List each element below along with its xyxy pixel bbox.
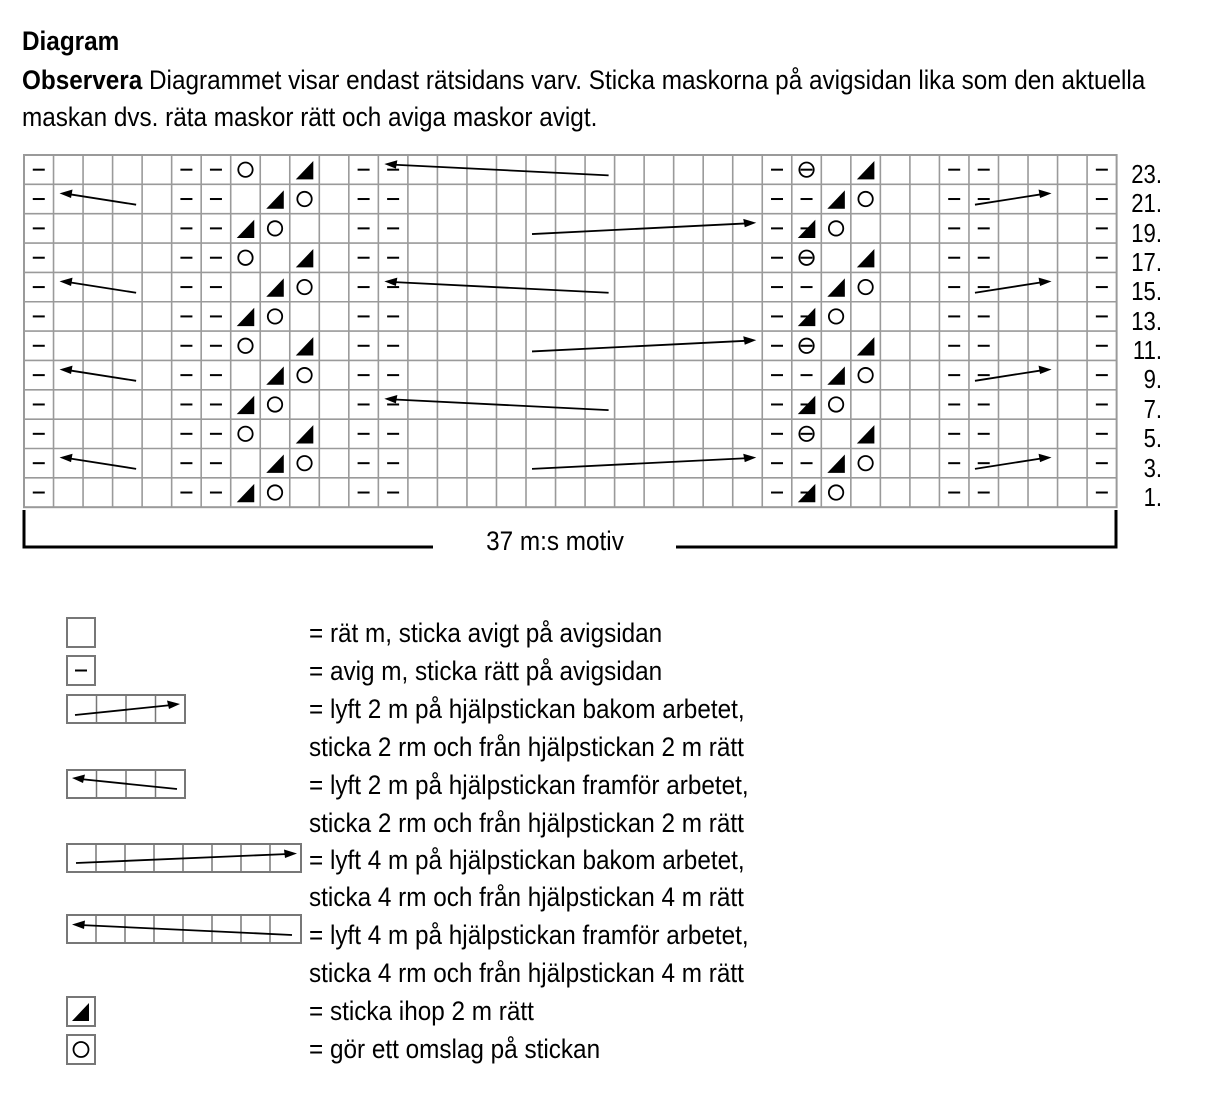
- row-number: 11.: [1132, 335, 1162, 366]
- legend-text-knit: = rät m, sticka avigt på avigsidan: [309, 618, 663, 648]
- row-number: 1.: [1143, 481, 1162, 512]
- motif-label: 37 m:s motiv: [486, 526, 624, 556]
- row-number: 7.: [1143, 393, 1162, 424]
- cable-4-back-icon: [66, 843, 306, 875]
- legend-text-cable-4-back: = lyft 4 m på hjälpstickan bakom arbetet,: [309, 845, 745, 875]
- legend-text-cable-4-front-2: sticka 4 rm och från hjälpstickan 4 m rätt: [309, 958, 744, 988]
- legend-text-k2tog: = sticka ihop 2 m rätt: [309, 996, 534, 1026]
- row-number: 17.: [1131, 247, 1162, 278]
- row-number: 21.: [1131, 188, 1162, 219]
- note-text: Diagrammet visar endast rätsidans varv. Sticka maskorna på avigsidan lika som den aktuella maskan dvs. räta maskor rätt och aviga maskor avigt.: [22, 65, 1146, 132]
- knit-stitch-icon: [66, 617, 96, 649]
- legend-text-cable-2-front-2: sticka 2 rm och från hjälpstickan 2 m rätt: [309, 808, 744, 838]
- row-number: 5.: [1143, 423, 1162, 454]
- row-number: 3.: [1143, 452, 1162, 483]
- row-number: 23.: [1131, 159, 1162, 189]
- purl-stitch-icon: [66, 655, 96, 687]
- cable-2-front-icon: [66, 769, 188, 801]
- legend-text-purl: = avig m, sticka rätt på avigsidan: [309, 656, 663, 686]
- legend-text-cable-2-back-2: sticka 2 rm och från hjälpstickan 2 m rätt: [309, 732, 744, 762]
- chart-grid: [24, 155, 1117, 507]
- diagram-title: Diagram: [22, 26, 120, 56]
- row-number: 13.: [1131, 305, 1162, 336]
- legend-text-cable-4-front: = lyft 4 m på hjälpstickan framför arbetet,: [309, 920, 749, 950]
- legend-text-cable-2-back: = lyft 2 m på hjälpstickan bakom arbetet,: [309, 694, 745, 724]
- row-number: 9.: [1143, 364, 1162, 395]
- yarn-over-icon: [66, 1034, 96, 1066]
- note-label: Observera: [22, 65, 143, 95]
- cable-2-back-icon: [66, 694, 188, 726]
- legend-text-cable-2-front: = lyft 2 m på hjälpstickan framför arbetet,: [309, 770, 749, 800]
- legend-text-yarn-over: = gör ett omslag på stickan: [309, 1034, 601, 1064]
- k2tog-icon: [66, 996, 96, 1028]
- cable-4-front-icon: [66, 914, 306, 946]
- legend-text-cable-4-back-2: sticka 4 rm och från hjälpstickan 4 m rätt: [309, 882, 744, 912]
- row-number: 15.: [1131, 276, 1162, 307]
- row-number: 19.: [1131, 217, 1162, 248]
